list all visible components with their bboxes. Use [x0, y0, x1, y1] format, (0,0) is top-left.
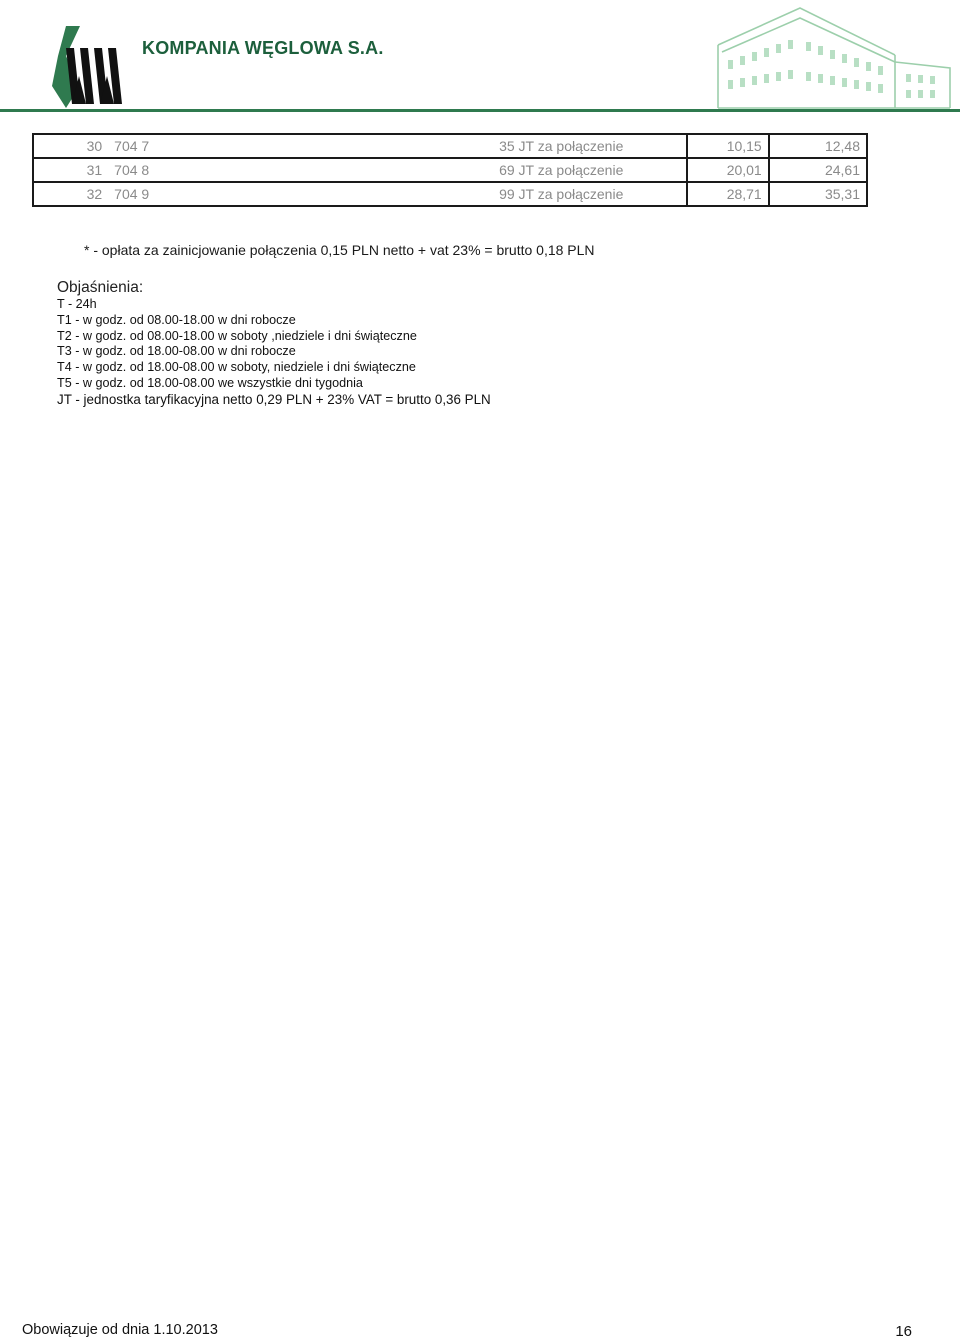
tariff-table — [32, 133, 868, 207]
row-number: 32 — [33, 182, 108, 206]
price-net: 10,15 — [687, 134, 769, 158]
price-gross: 12,48 — [769, 134, 867, 158]
legend-title: Objaśnienia: — [57, 279, 144, 296]
row-number: 31 — [33, 158, 108, 182]
price-gross: 35,31 — [769, 182, 867, 206]
service-code: 704 7 — [108, 134, 493, 158]
billing-unit: 69 JT za połączenie — [493, 158, 686, 182]
price-gross: 24,61 — [769, 158, 867, 182]
price-net: 20,01 — [687, 158, 769, 182]
billing-unit: 99 JT za połączenie — [493, 182, 686, 206]
legend-item: T3 - w godz. od 18.00-08.00 w dni robocze — [57, 344, 296, 359]
legend-list — [57, 297, 491, 408]
table-row — [33, 134, 867, 158]
page-header — [0, 0, 960, 118]
legend-item: T1 - w godz. od 08.00-18.00 w dni robocze — [57, 312, 296, 327]
page-number: 16 — [895, 1323, 912, 1340]
building-illustration-icon — [710, 0, 960, 112]
price-net: 28,71 — [687, 182, 769, 206]
connection-fee-note: * - opłata za zainicjowanie połączenia 0,15 PLN netto + vat 23% = brutto 0,18 PLN — [84, 242, 595, 258]
billing-unit: 35 JT za połączenie — [493, 134, 686, 158]
table-row — [33, 158, 867, 182]
header-divider — [0, 109, 960, 112]
legend-item: JT - jednostka taryfikacyjna netto 0,29 PLN + 23% VAT = brutto 0,36 PLN — [57, 391, 491, 407]
validity-date: Obowiązuje od dnia 1.10.2013 — [22, 1322, 218, 1338]
legend-item: T2 - w godz. od 08.00-18.00 w soboty ,niedziele i dni świąteczne — [57, 328, 417, 343]
legend-item: T5 - w godz. od 18.00-08.00 we wszystkie dni tygodnia — [57, 375, 363, 390]
kw-logo-icon — [50, 26, 130, 108]
service-code: 704 9 — [108, 182, 493, 206]
legend-item: T4 - w godz. od 18.00-08.00 w soboty, niedziele i dni świąteczne — [57, 360, 416, 375]
legend-item: T - 24h — [57, 297, 97, 311]
company-name: KOMPANIA WĘGLOWA S.A. — [142, 38, 384, 58]
table-row — [33, 182, 867, 206]
row-number: 30 — [33, 134, 108, 158]
service-code: 704 8 — [108, 158, 493, 182]
